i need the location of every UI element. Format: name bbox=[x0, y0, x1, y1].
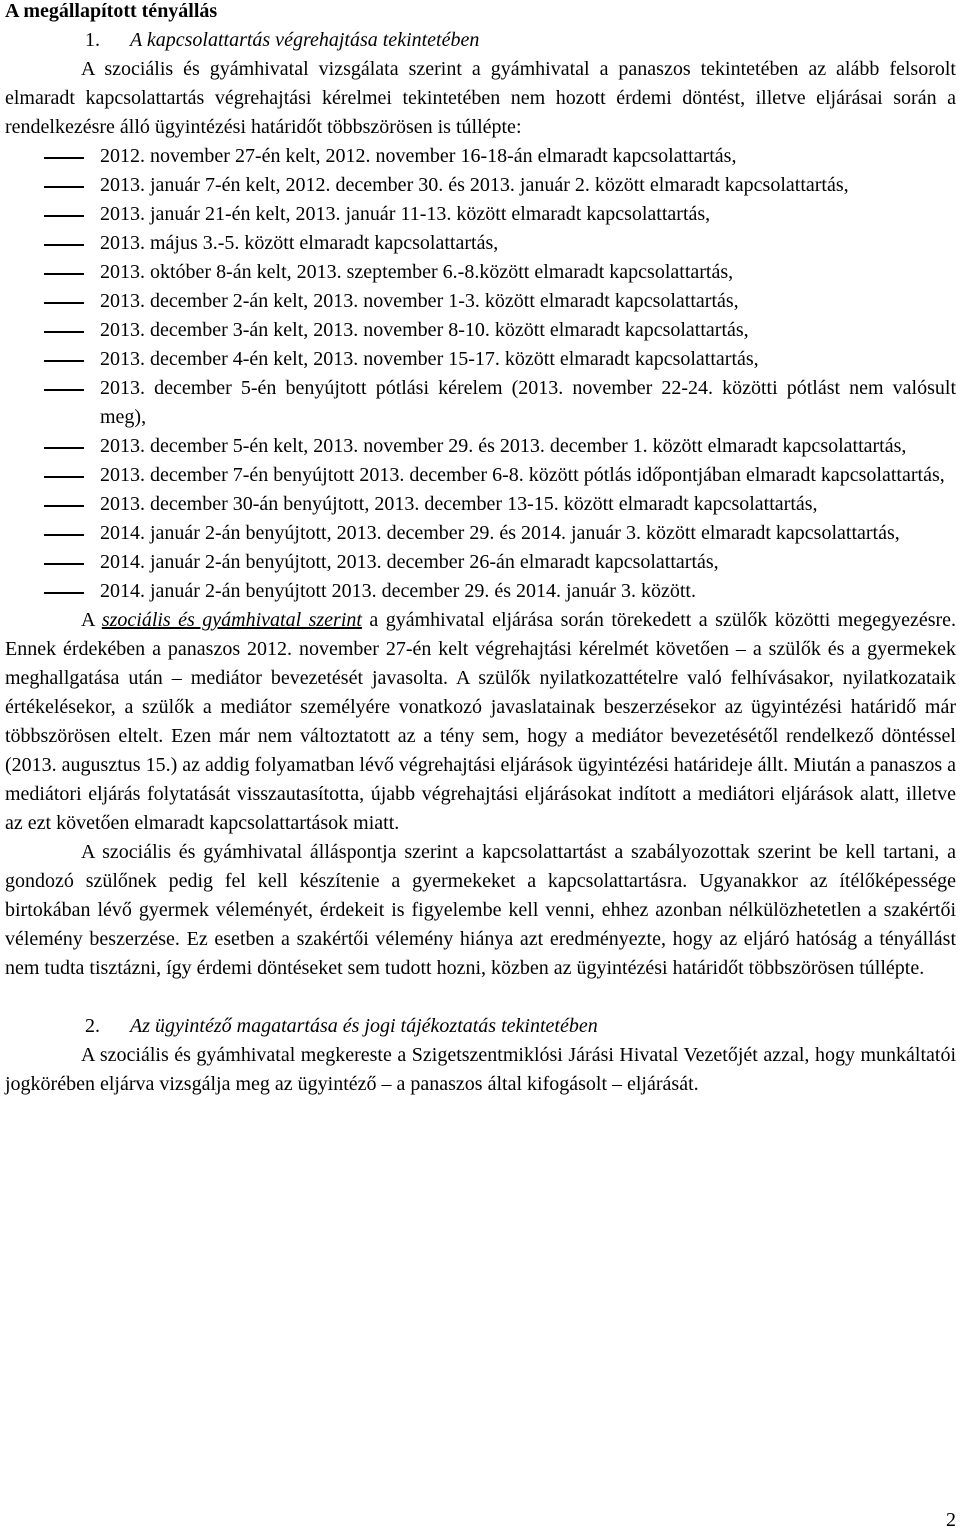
section-2-paragraph: A szociális és gyámhivatal megkereste a Szigetszentmiklósi Járási Hivatal Vezetőjét azzal, hogy munkáltatói jogkörében eljárva vizsgálja meg az ügyintéző – a panaszos által kifogásolt – eljárását. bbox=[5, 1044, 956, 1095]
paragraph-1-start: A bbox=[81, 609, 95, 631]
list-item: 2013. december 5-én kelt, 2013. november 29. és 2013. december 1. között elmaradt kapcsolattartás, bbox=[100, 432, 956, 461]
paragraph-1-rest: a gyámhivatal eljárása során törekedett a szülők közötti megegyezésre. Ennek érdekében a panaszos 2012. november 27-én kelt végrehajtási kérelmét követően – a szülők és a gyermekek meghallgatása után – mediátor bevezetését javasolta. A szülők nyilatkozattételre való felhívásakor, nyilatkozataik értékelésekor, a szülők a mediátor személyére vonatkozó javaslatainak beszerzésekor az ügyintézési határidő már többszörösen eltelt. Ezen már nem változtatott az a tény sem, hogy a mediátor bevezetésétől rendelkező döntéssel (2013. augusztus 15.) az addig folyamatban lévő végrehajtási eljárások ügyintézési határideje állt. Miután a panaszos a mediátori eljárás folytatását visszautasította, újabb végrehajtási eljárásokat indított a mediátori eljárások alatt, illetve az ezt követően elmaradt kapcsolattartások miatt. bbox=[5, 609, 957, 834]
section-2-number: 2. bbox=[85, 1015, 100, 1037]
section-1-paragraph-2: A szociális és gyámhivatal álláspontja szerint a kapcsolattartást a szabályozottak szerint be kell tartani, a gondozó szülőnek pedig fel kell készítenie a gyermekeket a kapcsolattartásra. Ugyanakkor az ítélőképessége birtokában lévő gyermek véleményét, érdekeit is figyelembe kell venni, ehhez azonban nélkülözhetetlen a szakértői vélemény beszerzése. Ez esetben a szakértői vélemény hiánya azt eredményezte, hogy az eljáró hatóság a tényállást nem tudta tisztázni, így érdemi döntéseket sem tudott hozni, közben az ügyintézési határidőt többszörösen túllépte. bbox=[5, 841, 956, 979]
section-spacer bbox=[5, 983, 956, 1012]
list-item: 2014. január 2-án benyújtott, 2013. december 29. és 2014. január 3. között elmaradt kapcsolattartás, bbox=[100, 519, 956, 548]
list-item: 2013. december 30-án benyújtott, 2013. december 13-15. között elmaradt kapcsolattartás, bbox=[100, 490, 956, 519]
list-item: 2013. május 3.-5. között elmaradt kapcsolattartás, bbox=[100, 229, 956, 258]
list-item: 2013. január 21-én kelt, 2013. január 11-13. között elmaradt kapcsolattartás, bbox=[100, 200, 956, 229]
document-page bbox=[5, 0, 956, 1099]
section-1-title bbox=[5, 26, 956, 55]
paragraph-1-emphasis: szociális és gyámhivatal szerint bbox=[101, 609, 362, 631]
list-item: 2013. december 2-án kelt, 2013. november 1-3. között elmaradt kapcsolattartás, bbox=[100, 287, 956, 316]
list-item: 2013. január 7-én kelt, 2012. december 30. és 2013. január 2. között elmaradt kapcsolattartás, bbox=[100, 171, 956, 200]
section-2-title-text: Az ügyintéző magatartása és jogi tájékoztatás tekintetében bbox=[130, 1015, 598, 1037]
list-item: 2014. január 2-án benyújtott 2013. december 29. és 2014. január 3. között. bbox=[100, 577, 956, 606]
section-1-number: 1. bbox=[85, 29, 100, 51]
list-item: 2013. október 8-án kelt, 2013. szeptember 6.-8.között elmaradt kapcsolattartás, bbox=[100, 258, 956, 287]
section-1-paragraph-1 bbox=[5, 606, 956, 838]
list-item: 2013. december 5-én benyújtott pótlási kérelem (2013. november 22-24. közötti pótlást nem valósult meg), bbox=[100, 374, 956, 432]
document-heading: A megállapított tényállás bbox=[5, 0, 218, 22]
list-item: 2014. január 2-án benyújtott, 2013. december 26-án elmaradt kapcsolattartás, bbox=[100, 548, 956, 577]
list-item: 2013. december 4-én kelt, 2013. november 15-17. között elmaradt kapcsolattartás, bbox=[100, 345, 956, 374]
section-1-intro: A szociális és gyámhivatal vizsgálata szerint a gyámhivatal a panaszos tekintetében az alább felsorolt elmaradt kapcsolattartás végrehajtási kérelmei tekintetében nem hozott érdemi döntést, illetve eljárásai során a rendelkezésre álló ügyintézési határidőt többszörösen is túllépte: bbox=[5, 58, 956, 138]
section-2-title bbox=[5, 1012, 956, 1041]
list-item: 2012. november 27-én kelt, 2012. november 16-18-án elmaradt kapcsolattartás, bbox=[100, 142, 956, 171]
list-item: 2013. december 3-án kelt, 2013. november 8-10. között elmaradt kapcsolattartás, bbox=[100, 316, 956, 345]
list-item: 2013. december 7-én benyújtott 2013. december 6-8. között pótlás időpontjában elmaradt kapcsolattartás, bbox=[100, 461, 956, 490]
page-number: 2 bbox=[946, 1509, 956, 1531]
missed-contacts-list bbox=[5, 142, 956, 606]
section-1-title-text: A kapcsolattartás végrehajtása tekintetében bbox=[130, 29, 480, 51]
